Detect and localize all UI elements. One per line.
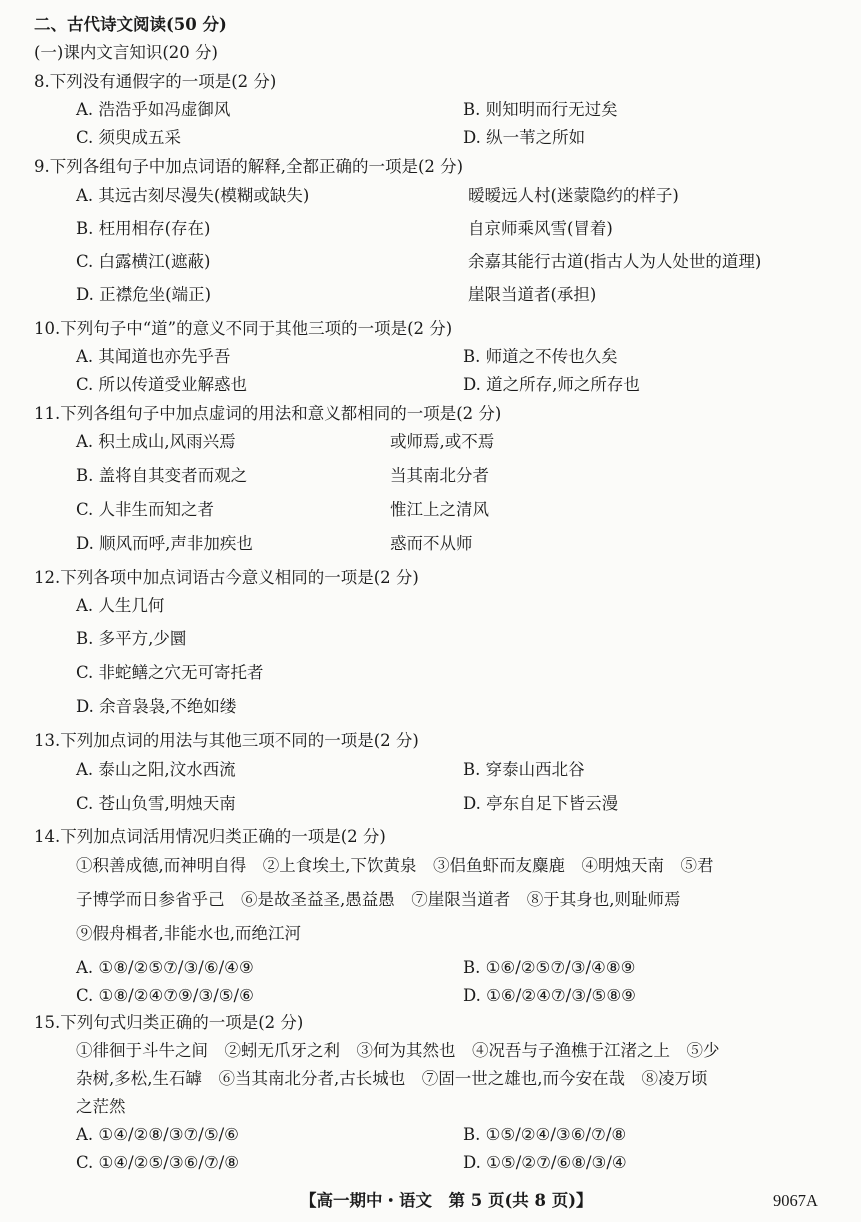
q11-option-c-right: 惟江上之清风 [390,500,489,519]
q14-option-d: D. ①⑥/②④⑦/③/⑤⑧⑨ [463,986,636,1005]
section-title: 二、古代诗文阅读(50 分) [34,15,227,34]
q10-option-b: B. 师道之不传也久矣 [463,347,618,366]
q8-option-c: C. 须臾成五采 [76,128,182,147]
q12-option-a: A. 人生几何 [76,596,165,615]
q9-option-b-right: 自京师乘风雪(冒着) [468,219,613,238]
q9-option-d-right: 崖限当道者(承担) [468,285,597,304]
q14-items-line-1: ①积善成德,而神明自得 ②上食埃土,下饮黄泉 ③侣鱼虾而友麋鹿 ④明烛天南 ⑤君 [76,856,714,875]
q12-option-d: D. 余音袅袅,不绝如缕 [76,697,237,716]
q12-option-b: B. 多平方,少圜 [76,629,187,648]
q15-items-line-3: 之茫然 [76,1097,126,1116]
q11-option-a-right: 或师焉,或不焉 [390,432,495,451]
q10-option-a: A. 其闻道也亦先乎吾 [76,347,231,366]
q11-option-b-left: B. 盖将自其变者而观之 [76,466,248,485]
q13-option-c: C. 苍山负雪,明烛天南 [76,794,236,813]
q9-option-a-right: 暧暧远人村(迷蒙隐约的样子) [468,186,679,205]
paper-code: 9067A [773,1191,818,1210]
q10-option-d: D. 道之所存,师之所存也 [463,375,640,394]
q15-items-line-1: ①徘徊于斗牛之间 ②蚓无爪牙之利 ③何为其然也 ④况吾与子渔樵于江渚之上 ⑤少 [76,1041,720,1060]
q9-option-c-left: C. 白露横江(遮蔽) [76,252,211,271]
q14-option-c: C. ①⑧/②④⑦⑨/③/⑤/⑥ [76,986,254,1005]
subsection-title: (一)课内文言知识(20 分) [34,43,218,62]
q9-option-b-left: B. 枉用相存(存在) [76,219,211,238]
q12-option-c: C. 非蛇鳝之穴无可寄托者 [76,663,264,682]
q8-option-b: B. 则知明而行无过矣 [463,100,618,119]
question-13-stem: 13.下列加点词的用法与其他三项不同的一项是(2 分) [34,731,419,750]
q14-items-line-3: ⑨假舟楫者,非能水也,而绝江河 [76,924,301,943]
q14-option-b: B. ①⑥/②⑤⑦/③/④⑧⑨ [463,958,636,977]
question-12-stem: 12.下列各项中加点词语古今意义相同的一项是(2 分) [34,568,419,587]
q8-option-a: A. 浩浩乎如冯虚御风 [76,100,231,119]
question-9-stem: 9.下列各组句子中加点词语的解释,全都正确的一项是(2 分) [34,157,464,176]
q9-option-c-right: 余嘉其能行古道(指古人为人处世的道理) [468,252,762,271]
q11-option-a-left: A. 积土成山,风雨兴焉 [76,432,236,451]
question-15-stem: 15.下列句式归类正确的一项是(2 分) [34,1013,304,1032]
q14-items-line-2: 子博学而日参省乎己 ⑥是故圣益圣,愚益愚 ⑦崖限当道者 ⑧于其身也,则耻师焉 [76,890,681,909]
question-8-stem: 8.下列没有通假字的一项是(2 分) [34,72,277,91]
q15-option-d: D. ①⑤/②⑦/⑥⑧/③/④ [463,1153,627,1172]
question-11-stem: 11.下列各组句子中加点虚词的用法和意义都相同的一项是(2 分) [34,404,502,423]
q11-option-d-left: D. 顺风而呼,声非加疾也 [76,534,253,553]
q15-option-c: C. ①④/②⑤/③⑥/⑦/⑧ [76,1153,240,1172]
question-10-stem: 10.下列句子中“道”的意义不同于其他三项的一项是(2 分) [34,319,453,338]
q11-option-d-right: 惑而不从师 [390,534,473,553]
q14-option-a: A. ①⑧/②⑤⑦/③/⑥/④⑨ [76,958,254,977]
q9-option-d-left: D. 正襟危坐(端正) [76,285,212,304]
page-footer-label: 【高一期中・语文 第 5 页(共 8 页)】 [300,1191,593,1210]
question-14-stem: 14.下列加点词活用情况归类正确的一项是(2 分) [34,827,386,846]
q15-items-line-2: 杂树,多松,生石罅 ⑥当其南北分者,古长城也 ⑦固一世之雄也,而今安在哉 ⑧凌万顷 [76,1069,708,1088]
q15-option-b: B. ①⑤/②④/③⑥/⑦/⑧ [463,1125,627,1144]
q13-option-a: A. 泰山之阳,汶水西流 [76,760,236,779]
q15-option-a: A. ①④/②⑧/③⑦/⑤/⑥ [76,1125,239,1144]
q11-option-c-left: C. 人非生而知之者 [76,500,215,519]
q13-option-d: D. 亭东自足下皆云漫 [463,794,619,813]
q8-option-d: D. 纵一苇之所如 [463,128,586,147]
q13-option-b: B. 穿泰山西北谷 [463,760,585,779]
q9-option-a-left: A. 其远古刻尽漫失(模糊或缺失) [76,186,310,205]
q11-option-b-right: 当其南北分者 [390,466,489,485]
q10-option-c: C. 所以传道受业解惑也 [76,375,248,394]
